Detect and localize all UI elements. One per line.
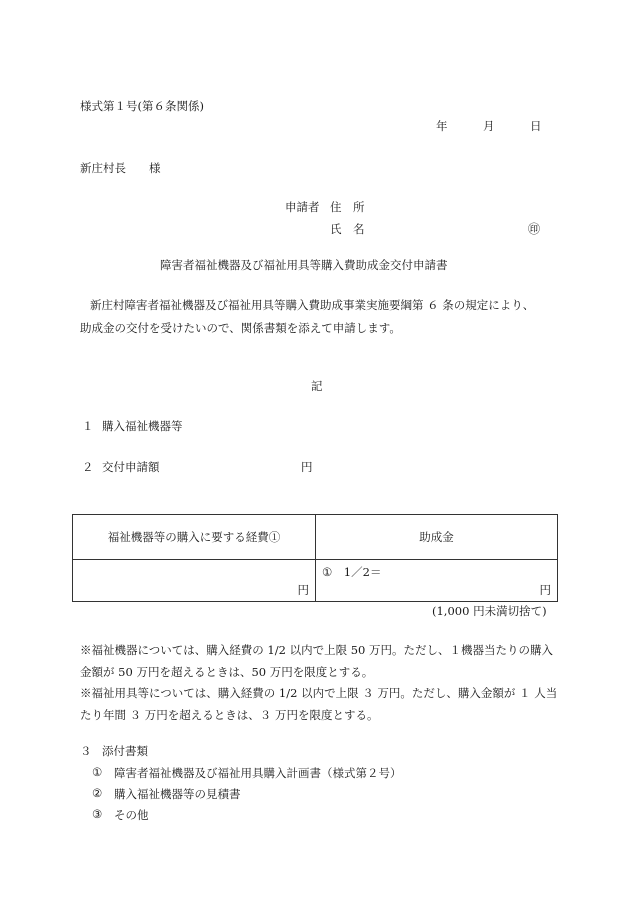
applicant-name-label: 氏 名 xyxy=(330,222,365,236)
item1-number: １ xyxy=(82,419,94,433)
item2-number: ２ xyxy=(82,460,94,474)
addressee-honorific: 様 xyxy=(149,161,161,175)
applicant-address-label: 住 所 xyxy=(330,200,365,214)
date-month-label: 月 xyxy=(483,119,495,133)
note-line-4: たり年間 ３ 万円を超えるときは、３ 万円を限度とする。 xyxy=(80,708,379,722)
attachment-mark-1: ① xyxy=(92,765,103,779)
subsidy-table xyxy=(72,514,558,602)
form-number: 様式第１号(第６条関係) xyxy=(80,99,204,113)
ki-heading: 記 xyxy=(311,379,323,393)
expense-unit: 円 xyxy=(297,583,309,597)
attachment-item-3: その他 xyxy=(114,808,149,822)
attachment-mark-3: ③ xyxy=(92,807,103,821)
document-title: 障害者福祉機器及び福祉用具等購入費助成金交付申請書 xyxy=(160,258,448,272)
body-line-1: 新庄村障害者福祉機器及び福祉用具等購入費助成事業実施要綱第 ６ 条の規定により、 xyxy=(90,298,535,312)
date-year-label: 年 xyxy=(436,119,448,133)
subsidy-unit: 円 xyxy=(539,583,551,597)
attachment-item-1: 障害者福祉機器及び福祉用具購入計画書（様式第２号） xyxy=(114,766,402,780)
item2-label: 交付申請額 xyxy=(102,460,160,474)
expense-cell[interactable] xyxy=(73,560,316,602)
addressee-name: 新庄村長 xyxy=(80,161,126,175)
body-line-2: 助成金の交付を受けたいので、関係書類を添えて申請します。 xyxy=(80,321,401,335)
seal-mark: ㊞ xyxy=(528,222,541,236)
item1-label: 購入福祉機器等 xyxy=(102,419,183,433)
subsidy-cell[interactable] xyxy=(316,560,558,602)
attachment-item-2: 購入福祉機器等の見積書 xyxy=(114,787,241,801)
table-header-expense: 福祉機器等の購入に要する経費① xyxy=(73,515,316,560)
date-day-label: 日 xyxy=(530,119,542,133)
rounding-note: (1,000 円未満切捨て) xyxy=(432,604,547,618)
item2-unit: 円 xyxy=(301,460,313,474)
applicant-label: 申請者 xyxy=(285,200,320,214)
note-line-1: ※福祉機器については、購入経費の 1/2 以内で上限 50 万円。ただし、１機器当たりの購入 xyxy=(80,643,554,657)
attachments-number: ３ xyxy=(80,744,92,758)
note-line-2: 金額が 50 万円を超えるときは、50 万円を限度とする。 xyxy=(80,665,374,679)
table-header-subsidy: 助成金 xyxy=(316,515,558,560)
subsidy-formula: ① 1／2＝ xyxy=(322,565,382,579)
note-line-3: ※福祉用具等については、購入経費の 1/2 以内で上限 ３ 万円。ただし、購入金額が １ 人当 xyxy=(80,686,558,700)
attachments-label: 添付書類 xyxy=(102,744,148,758)
attachment-mark-2: ② xyxy=(92,786,103,800)
